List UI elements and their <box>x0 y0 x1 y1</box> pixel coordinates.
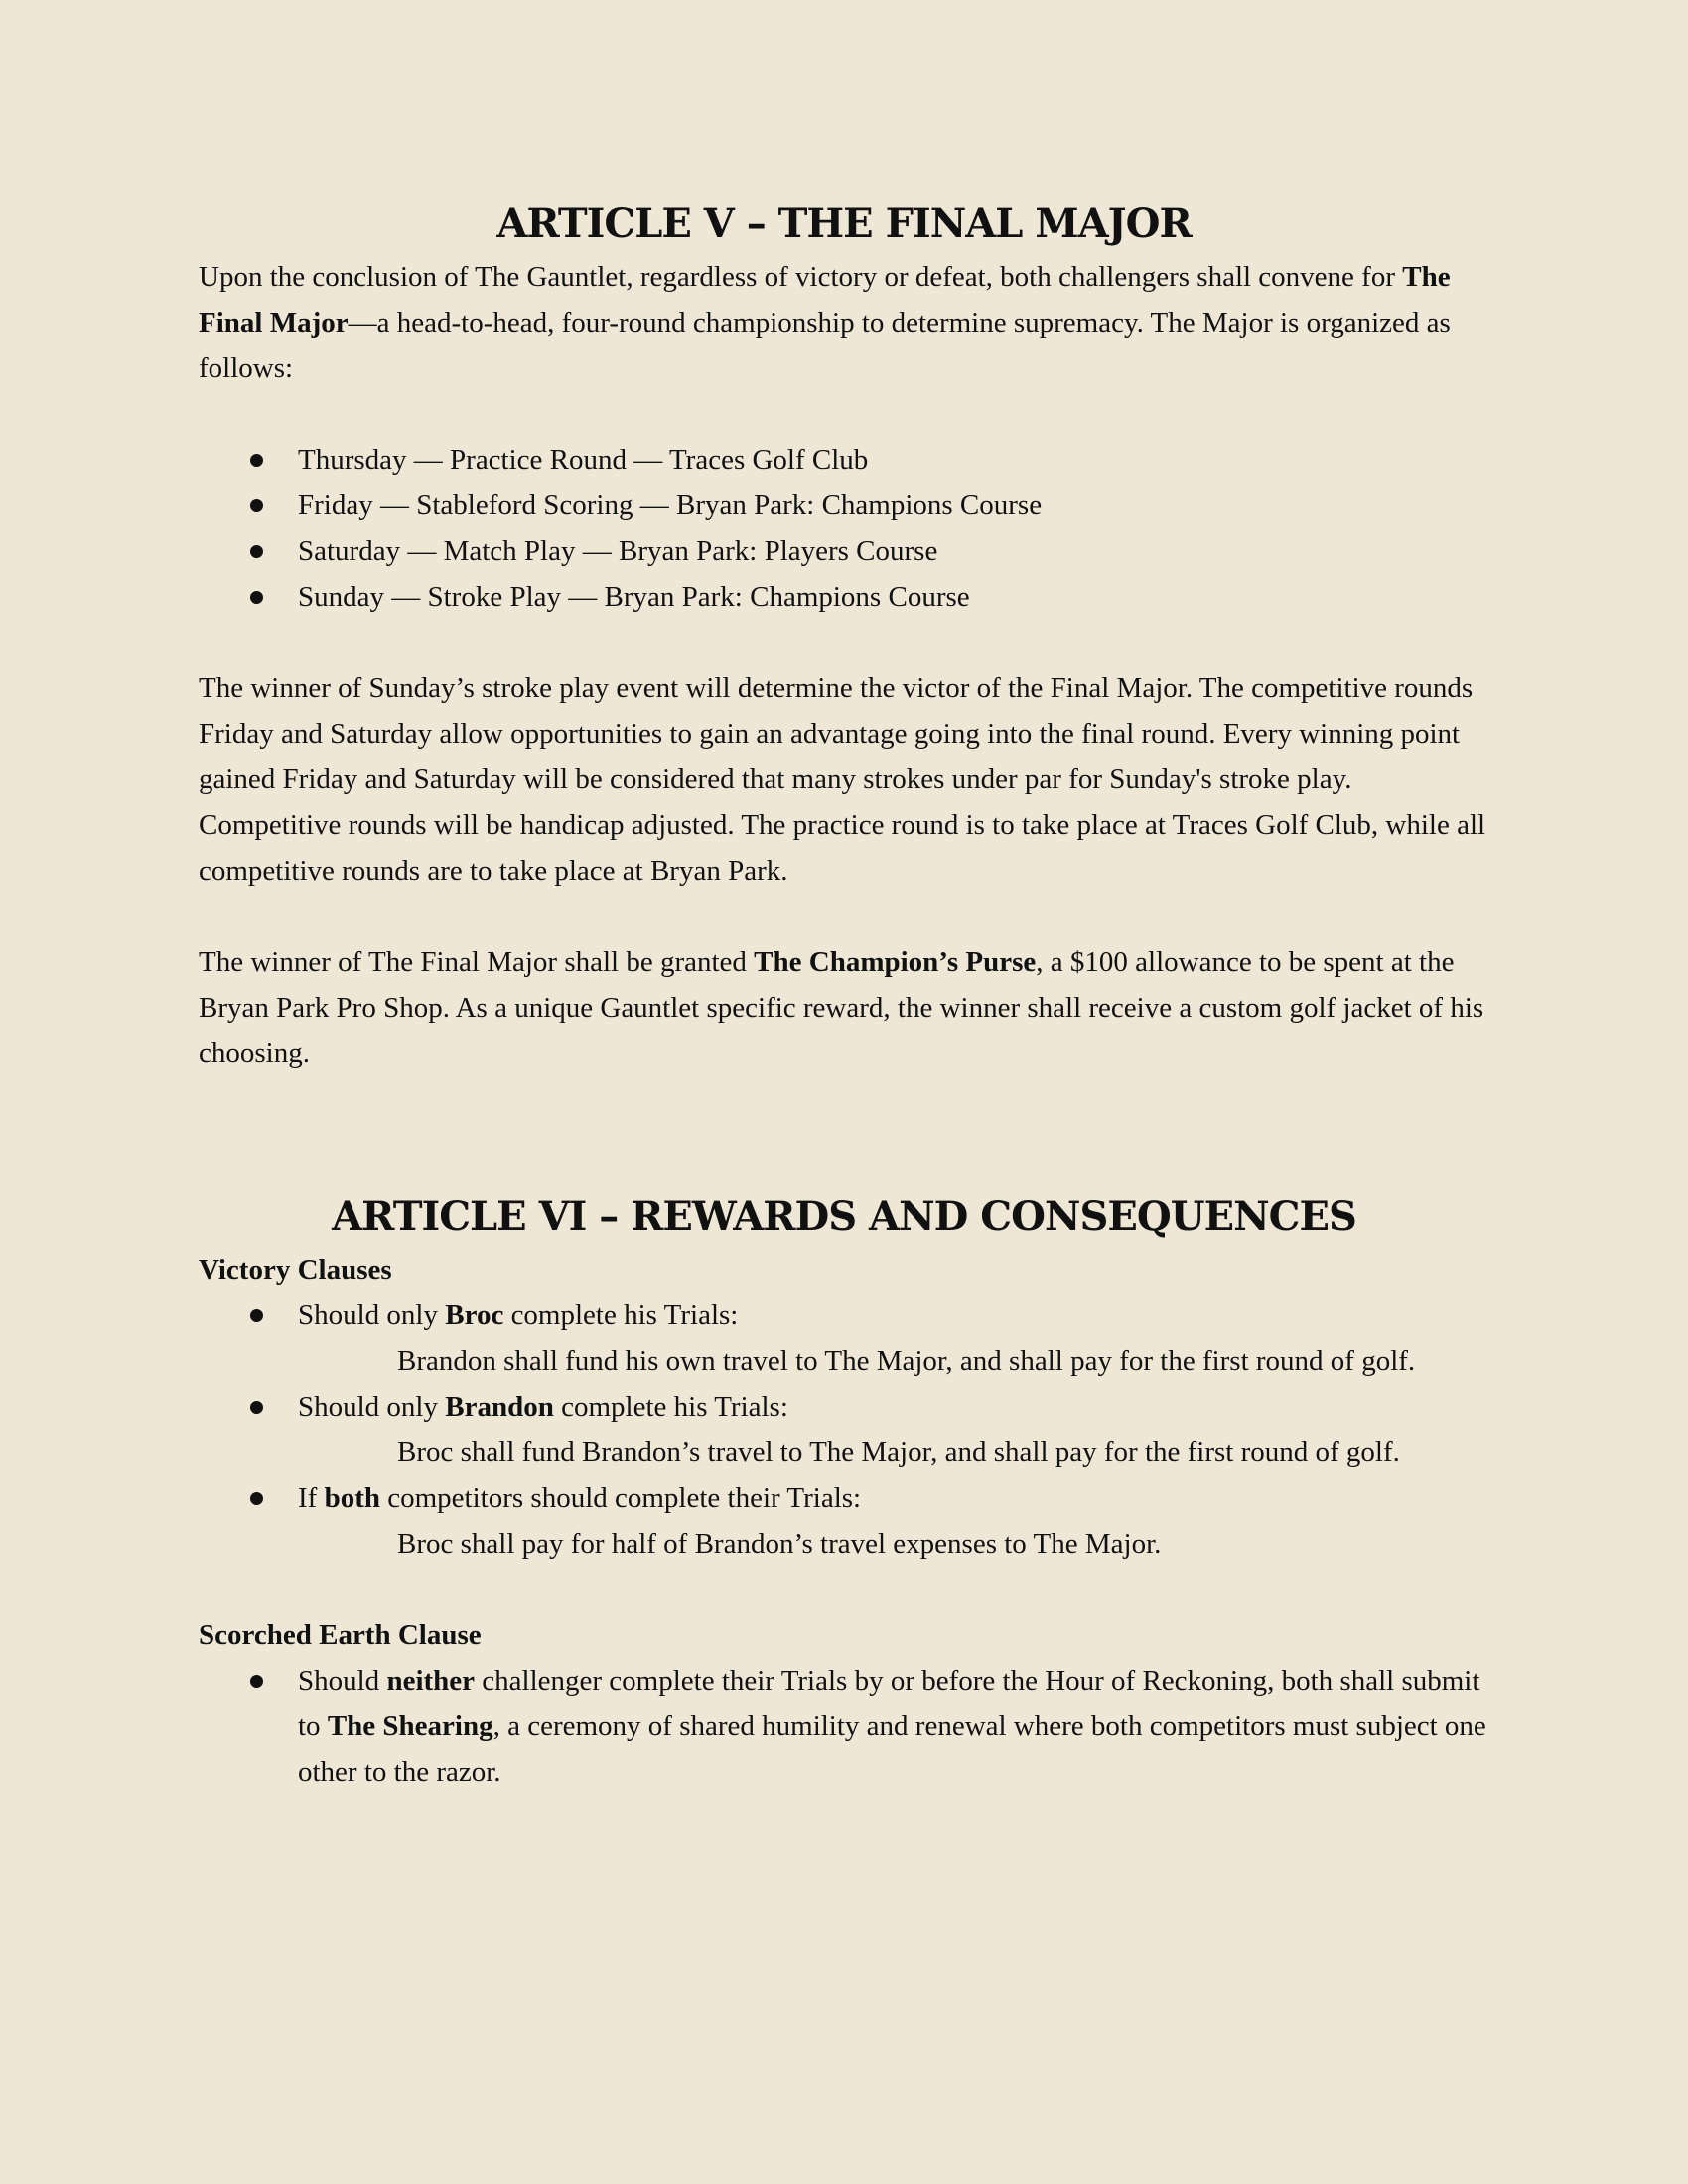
spacer <box>199 893 1489 939</box>
victory-clause-broc-result: Brandon shall fund his own travel to The Major, and shall pay for the first round of golf. <box>397 1345 1416 1377</box>
schedule-item-friday: Friday — Stableford Scoring — Bryan Park: Champions Course <box>199 482 1489 528</box>
the-shearing-term: The Shearing <box>327 1710 493 1742</box>
article-vi-heading: ARTICLE VI – REWARDS AND CONSEQUENCES <box>332 1193 1356 1240</box>
final-major-term: The Final Major <box>199 261 1451 339</box>
victory-clause-both: If both competitors should complete their Trials: <box>199 1475 1489 1521</box>
schedule-item-saturday: Saturday — Match Play — Bryan Park: Players Course <box>199 528 1489 574</box>
document-page <box>199 195 1489 1795</box>
scorched-earth-clause: Should neither challenger complete their Trials by or before the Hour of Reckoning, both shall submit to The Shearing, a ceremony of shared humility and renewal where both competitors must subject one other to the razor. <box>199 1658 1489 1795</box>
spacer <box>199 1167 1489 1187</box>
victory-clauses-label: Victory Clauses <box>199 1254 392 1286</box>
spacer <box>199 391 1489 437</box>
victory-clause-both-result: Broc shall pay for half of Brandon’s travel expenses to The Major. <box>397 1528 1162 1560</box>
schedule-item-thursday: Thursday — Practice Round — Traces Golf Club <box>199 437 1489 482</box>
scorched-earth-label: Scorched Earth Clause <box>199 1619 482 1651</box>
article-v-prize: The winner of The Final Major shall be granted The Champion’s Purse, a $100 allowance to be spent at the Bryan Park Pro Shop. As a unique Gauntlet specific reward, the winner shall receive a custom golf jacket of his choosing. <box>199 946 1484 1069</box>
victory-clauses-list <box>199 1293 1489 1567</box>
article-v-intro: Upon the conclusion of The Gauntlet, regardless of victory or defeat, both challengers shall convene for The Final Major—a head-to-head, four-round championship to determine supremacy. The Major is organized as follows: <box>199 261 1451 384</box>
spacer <box>199 1076 1489 1167</box>
scorched-earth-list <box>199 1658 1489 1795</box>
victory-clause-broc: Should only Broc complete his Trials: <box>199 1293 1489 1338</box>
spacer <box>199 1567 1489 1612</box>
schedule-list <box>199 437 1489 619</box>
champions-purse-term: The Champion’s Purse <box>754 946 1037 978</box>
schedule-item-sunday: Sunday — Stroke Play — Bryan Park: Champions Course <box>199 574 1489 619</box>
victory-clause-brandon-result: Broc shall fund Brandon’s travel to The Major, and shall pay for the first round of golf. <box>397 1436 1400 1468</box>
article-v-details: The winner of Sunday’s stroke play event will determine the victor of the Final Major. The competitive rounds Friday and Saturday allow opportunities to gain an advantage going into the final round. Every winning point gained Friday and Saturday will be considered that many strokes under par for Sunday's stroke play. Competitive rounds will be handicap adjusted. The practice round is to take place at Traces Golf Club, while all competitive rounds are to take place at Bryan Park. <box>199 672 1486 887</box>
victory-clause-brandon: Should only Brandon complete his Trials: <box>199 1384 1489 1430</box>
spacer <box>199 619 1489 665</box>
article-v-heading: ARTICLE V – THE FINAL MAJOR <box>496 201 1192 247</box>
